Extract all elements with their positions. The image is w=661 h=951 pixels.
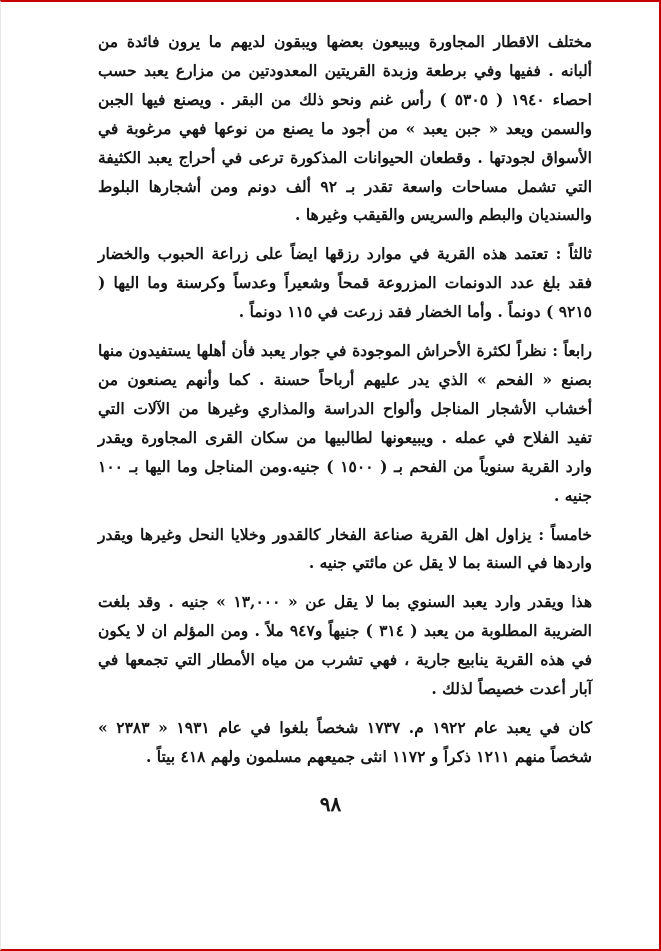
paragraph-livestock: مختلف الاقطار المجاورة ويبيعون بعضها ويبقون لديهم ما يرون فائدة من ألبانه . ففيها وفي برطعة وزبدة القريتين المعدودتين من مزارع يعبد حسب احصاء ١٩٤٠ ( ٥٣٠٥ ) رأس غنم ونحو ذلك من البقر . ويصنع فيها الجبن والسمن ويعد « جبن يعبد » من أجود ما يصنع من نوعها فهي مرغوبة في الأسواق لجودتها . وقطعان الحيوانات المذكورة ترعى في أحراج يعبد الكثيفة التي تشمل مساحات واسعة تقدر بـ ٩٢ ألف دونم ومن أشجارها البلوط والسنديان والبطم والسريس والقيقب وغيرها . (98, 32, 592, 225)
paragraph-fifth-pottery: خامساً : يزاول اهل القرية صناعة الفخار كالقدور وخلايا النحل وغيرها ويقدر واردها في السنة بما لا يقل عن مائتي جنيه . (98, 524, 592, 573)
page-number: ٩٨ (319, 792, 342, 816)
paragraph-income-tax: هذا ويقدر وارد يعبد السنوي بما لا يقل عن « ١٣,٠٠٠ » جنيه . وقد بلغت الضريبة المطلوبة من يعبد ( ٣١٤ ) جنيهاً و٩٤٧ ملاً . ومن المؤلم ان لا يكون في هذه القرية ينابيع جارية ، فهي تشرب من مياه الأمطار التي تجمعها في آبار أعدت خصيصاً لذلك . (98, 592, 593, 699)
page-body (98, 28, 592, 772)
paragraph-fourth-charcoal: رابعاً : نظراً لكثرة الأحراش الموجودة في جوار يعبد فأن أهلها يستفيدون منها بصنع « الفحم » الذي يدر عليهم أرباحاً حسنة . كما وأنهم يصنعون من أخشاب الأشجار المناجل وألواح الدراسة والمذاري وغيرها من الآلات التي تفيد الفلاح في عمله . ويبيعونها لطالبيها من سكان القرى المجاورة ويقدر وارد القرية سنوياً من الفحم بـ ( ١٥٠٠ ) جنيه.ومن المناجل وما اليها بـ ١٠٠ جنيه . (98, 341, 592, 505)
paragraph-third-agriculture: ثالثاً : تعتمد هذه القرية في موارد رزقها ايضاً على زراعة الحبوب والخضار فقد بلغ عدد الدونمات المزروعة قمحاً وشعيراً وعدساً وكرسنة وما اليها ( ٩٢١٥ ) دونماً . وأما الخضار فقد زرعت في ١١٥ دونماً . (98, 244, 592, 322)
paragraph-population: كان في يعبد عام ١٩٢٢ م. ١٧٣٧ شخصاً بلغوا في عام ١٩٣١ « ٢٣٨٣ » شخصاً منهم ١٢١١ ذكراً و ١١٧٢ انثى جميعهم مسلمون ولهم ٤١٨ بيتاً . (98, 717, 592, 766)
